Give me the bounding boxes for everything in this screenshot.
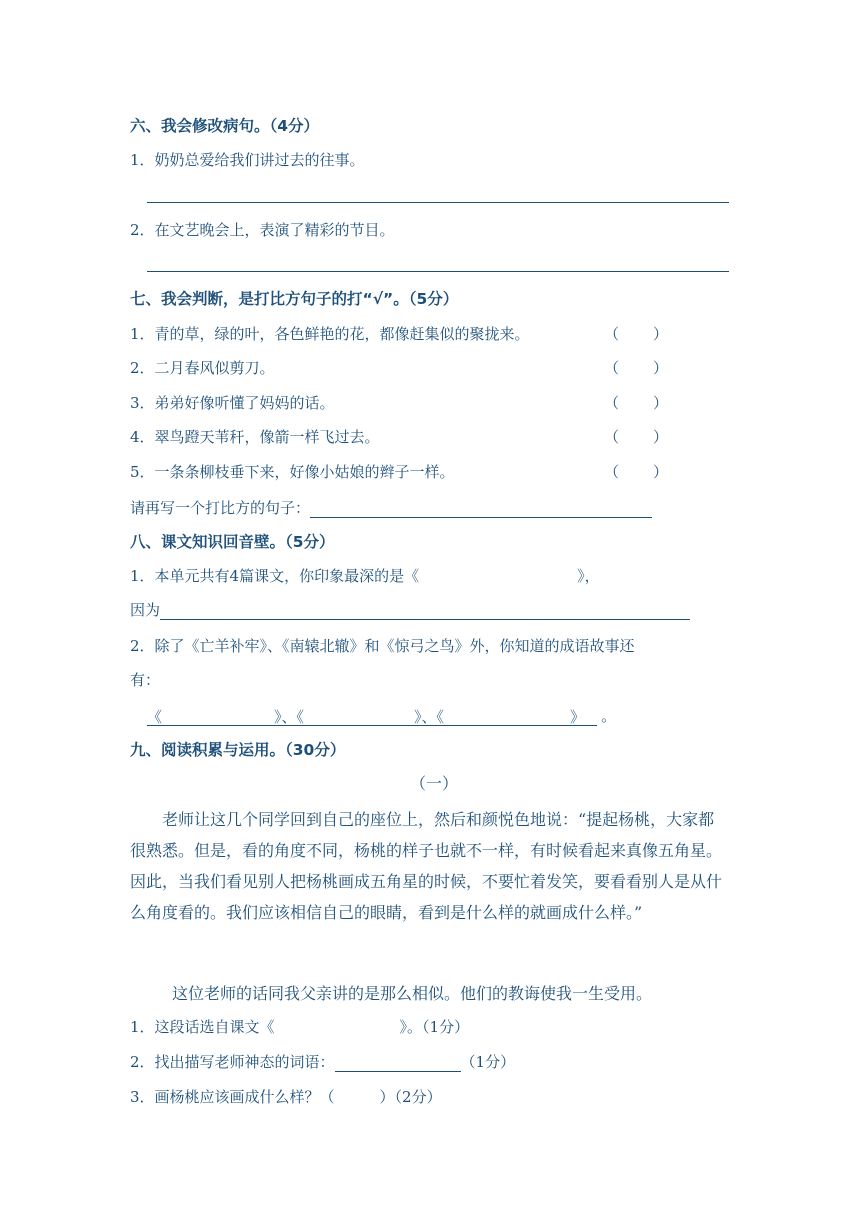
reason-line[interactable] <box>160 601 690 620</box>
reading-passage-p1: 老师让这几个同学回到自己的座位上，然后和颜悦色地说：“提起杨桃，大家都很熟悉。但是，看的角度不同，杨桃的样子也就不一样，有时候看起来真像五角星。因此，当我们看见别人把杨桃画成五角星的时候，不要忙着发笑，要看看别人是从什么角度看的。我们应该相信自己的眼睛，看到是什么样的就画成什么样。” <box>130 810 723 922</box>
judge-box-4[interactable]: （ ） <box>604 428 669 446</box>
question-6-1: 1．奶奶总爱给我们讲过去的往事。 <box>130 151 365 169</box>
judge-box-1[interactable]: （ ） <box>604 325 669 343</box>
question-8-1: 1．本单元共有4篇课文，你印象最深的是《 》， <box>130 567 600 585</box>
judge-item-5: 5．一条条柳枝垂下来，好像小姑娘的辫子一样。 <box>130 463 455 481</box>
expression-word-line[interactable] <box>335 1053 461 1072</box>
idiom-story-blanks[interactable]: 《 》、《 》、《 》 。 <box>147 707 617 726</box>
reading-passage-p2: 这位老师的话同我父亲讲的是那么相似。他们的教诲使我一生受用。 <box>172 984 653 1003</box>
answer-line-6-2[interactable] <box>147 271 729 272</box>
judge-item-3: 3．弟弟好像听懂了妈妈的话。 <box>130 394 335 412</box>
judge-box-5[interactable]: （ ） <box>604 463 669 481</box>
judge-item-4: 4．翠鸟蹬天苇秆，像箭一样飞过去。 <box>130 428 380 446</box>
question-9-2: 2．找出描写老师神态的词语： （1分） <box>130 1053 516 1071</box>
judge-box-3[interactable]: （ ） <box>604 394 669 412</box>
reading-part-1: （一） <box>410 774 459 793</box>
section-6-title: 六、我会修改病句。（4分） <box>130 117 320 135</box>
section-9-title: 九、阅读积累与运用。（30分） <box>130 741 346 759</box>
judge-box-2[interactable]: （ ） <box>604 359 669 377</box>
section-7-title: 七、我会判断，是打比方句子的打“√”。（5分） <box>130 290 459 308</box>
section-8-title: 八、课文知识回音壁。（5分） <box>130 533 335 551</box>
answer-line-6-1[interactable] <box>147 202 729 203</box>
reason-row: 因为 <box>130 600 690 620</box>
question-9-1: 1．这段话选自课文《 》。（1分） <box>130 1018 470 1036</box>
write-simile-line[interactable] <box>310 499 652 518</box>
judge-item-1: 1．青的草，绿的叶，各色鲜艳的花，都像赶集似的聚拢来。 <box>130 325 530 343</box>
question-9-3: 3．画杨桃应该画成什么样？（ ）（2分） <box>130 1088 442 1106</box>
question-8-2: 2．除了《亡羊补牢》、《南辕北辙》和《惊弓之鸟》外，你知道的成语故事还 <box>130 637 635 655</box>
question-8-2-cont: 有： <box>130 671 161 689</box>
question-6-2: 2．在文艺晚会上，表演了精彩的节目。 <box>130 221 395 239</box>
judge-item-2: 2．二月春风似剪刀。 <box>130 359 275 377</box>
write-simile-prompt: 请再写一个打比方的句子： <box>130 498 652 518</box>
